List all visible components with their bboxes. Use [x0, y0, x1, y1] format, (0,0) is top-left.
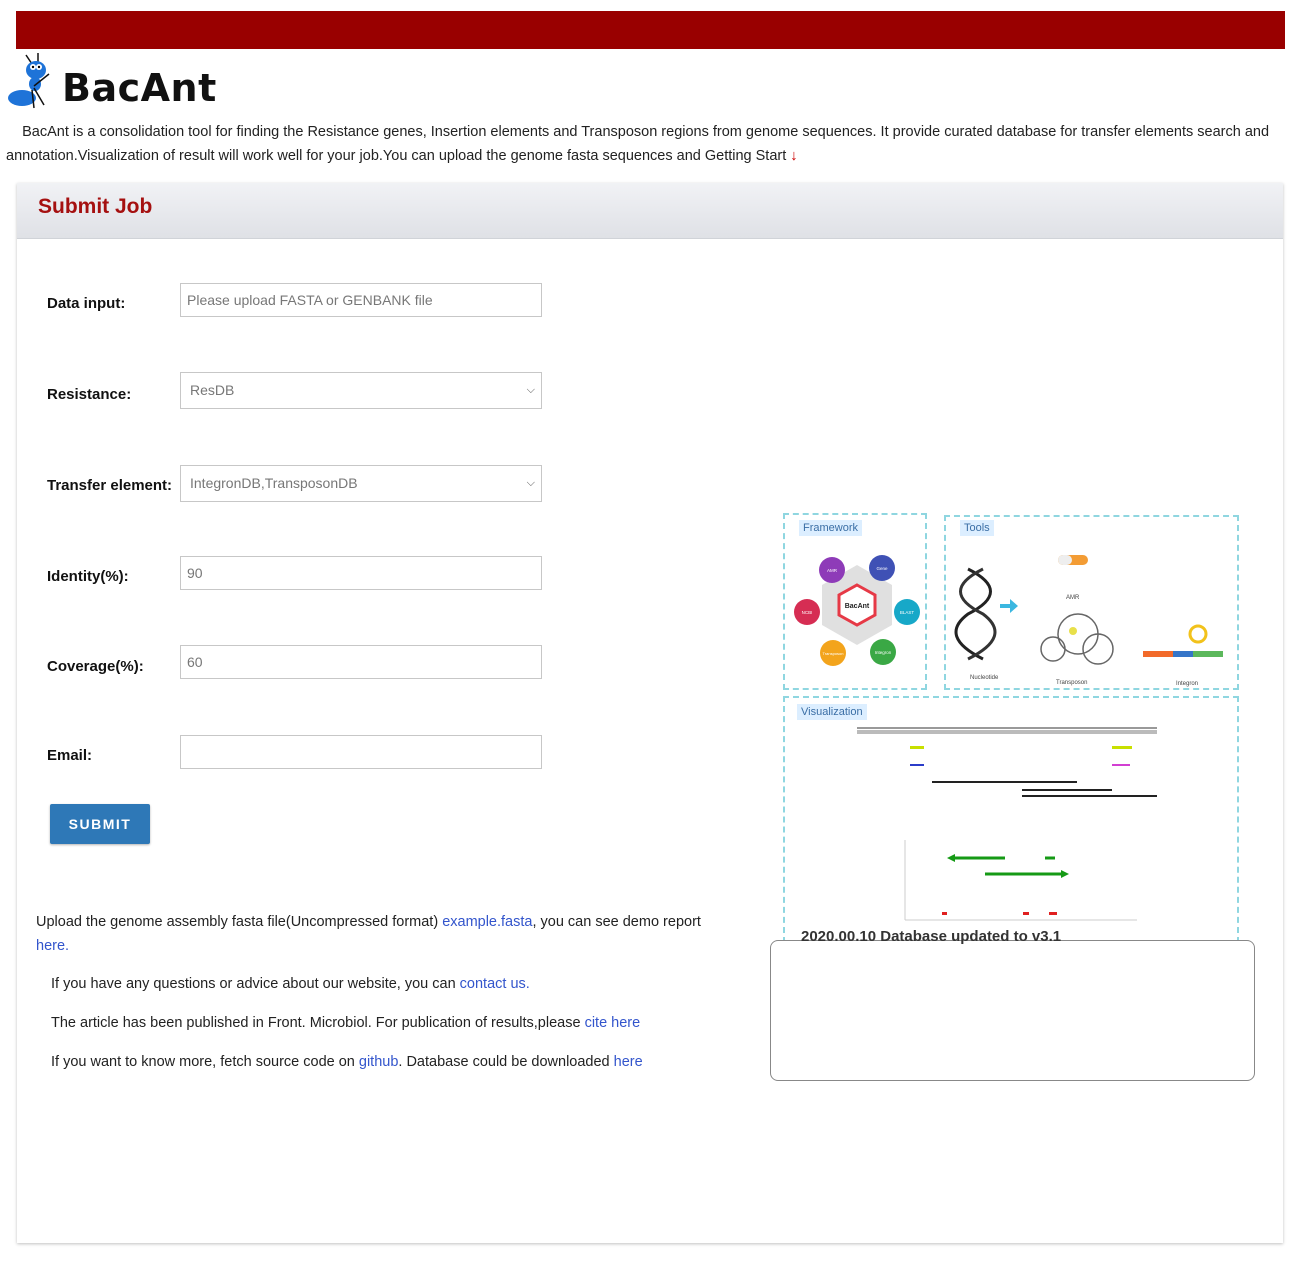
overview-figure — [783, 513, 1243, 943]
submit-button[interactable]: SUBMIT — [50, 804, 150, 844]
email-input[interactable] — [180, 735, 542, 769]
news-box[interactable] — [770, 928, 1255, 1081]
arrow-down-icon[interactable]: ↓ — [790, 148, 798, 164]
tool-label-amr: AMR — [1066, 595, 1080, 601]
chevron-down-icon: ⌵ — [526, 384, 535, 396]
framework-label: Framework — [799, 520, 862, 536]
transfer-element-value: IntegronDB,TransposonDB — [190, 475, 358, 491]
framework-hub-label: BacAnt — [844, 603, 870, 610]
transfer-element-select[interactable] — [180, 465, 542, 502]
resistance-label: Resistance: — [47, 386, 132, 403]
github-link[interactable]: github — [358, 1054, 399, 1070]
node-integron: Integron — [874, 650, 892, 655]
data-input-label: Data input: — [47, 295, 126, 312]
identity-input[interactable] — [180, 556, 542, 590]
brand-name: BacAnt — [62, 66, 217, 110]
framework-diagram — [787, 540, 927, 690]
example-fasta-link[interactable]: example.fasta — [442, 914, 533, 930]
demo-report-link[interactable]: here. — [36, 938, 70, 954]
tools-diagram — [948, 539, 1238, 689]
source-text-2: . Database could be downloaded — [398, 1054, 614, 1070]
coverage-value: 60 — [187, 654, 203, 670]
node-amr: AMR — [827, 568, 837, 573]
source-info — [51, 1050, 751, 1074]
email-label: Email: — [47, 747, 93, 764]
upload-text-1: Upload the genome assembly fasta file(Uncompressed format) — [36, 914, 443, 930]
tool-label-integron: Integron — [1176, 681, 1199, 687]
data-input-field[interactable] — [180, 283, 542, 317]
questions-text: If you have any questions or advice about our website, you can — [51, 976, 460, 992]
visualization-label: Visualization — [797, 704, 867, 720]
node-ncbi: NCBI — [801, 610, 813, 615]
coverage-input[interactable] — [180, 645, 542, 679]
submit-job-card — [17, 183, 1283, 1243]
cite-here-link[interactable]: cite here — [584, 1015, 641, 1031]
card-title: Submit Job — [38, 195, 153, 218]
intro-body: BacAnt is a consolidation tool for finding the Resistance genes, Insertion elements and Transposon regions from genome sequences. It provide curated database for transfer elements search and annotation.Visualization of result will work well for your job.You can upload the genome fasta sequences and Getting Start — [6, 124, 1270, 164]
resistance-select[interactable] — [180, 372, 542, 409]
node-blast: BLAST — [899, 610, 915, 615]
article-text: The article has been published in Front. Microbiol. For publication of results,please — [51, 1015, 585, 1031]
database-download-link[interactable]: here — [613, 1054, 643, 1070]
identity-label: Identity(%): — [47, 568, 129, 585]
transfer-element-label: Transfer element: — [47, 477, 173, 494]
chevron-down-icon: ⌵ — [526, 477, 535, 489]
resistance-value: ResDB — [190, 382, 235, 398]
news-item[interactable]: 2020.00.10 Database updated to v3.1 — [801, 928, 1062, 945]
upload-text-2: , you can see demo report — [532, 914, 701, 930]
top-banner — [16, 11, 1285, 49]
node-gene: Gene — [876, 566, 888, 571]
tool-label-transposon: Transposon — [1056, 680, 1088, 686]
intro-text — [6, 120, 1276, 168]
tools-panel — [944, 515, 1239, 690]
source-text-1: If you want to know more, fetch source code on — [51, 1054, 359, 1070]
upload-info — [36, 910, 736, 958]
card-header — [17, 183, 1283, 239]
framework-panel — [783, 513, 927, 690]
coverage-label: Coverage(%): — [47, 658, 144, 675]
visualization-panel — [783, 696, 1239, 943]
node-transposon: Transposon — [822, 651, 844, 656]
data-input-placeholder: Please upload FASTA or GENBANK file — [187, 292, 433, 308]
genome-track-chart — [787, 720, 1237, 950]
questions-info — [51, 972, 751, 996]
identity-value: 90 — [187, 565, 203, 581]
ant-icon — [4, 50, 64, 112]
tools-label: Tools — [960, 520, 994, 536]
tool-label-nucleotide: Nucleotide — [970, 675, 999, 681]
article-info — [51, 1011, 751, 1035]
contact-us-link[interactable]: contact us. — [459, 976, 530, 992]
